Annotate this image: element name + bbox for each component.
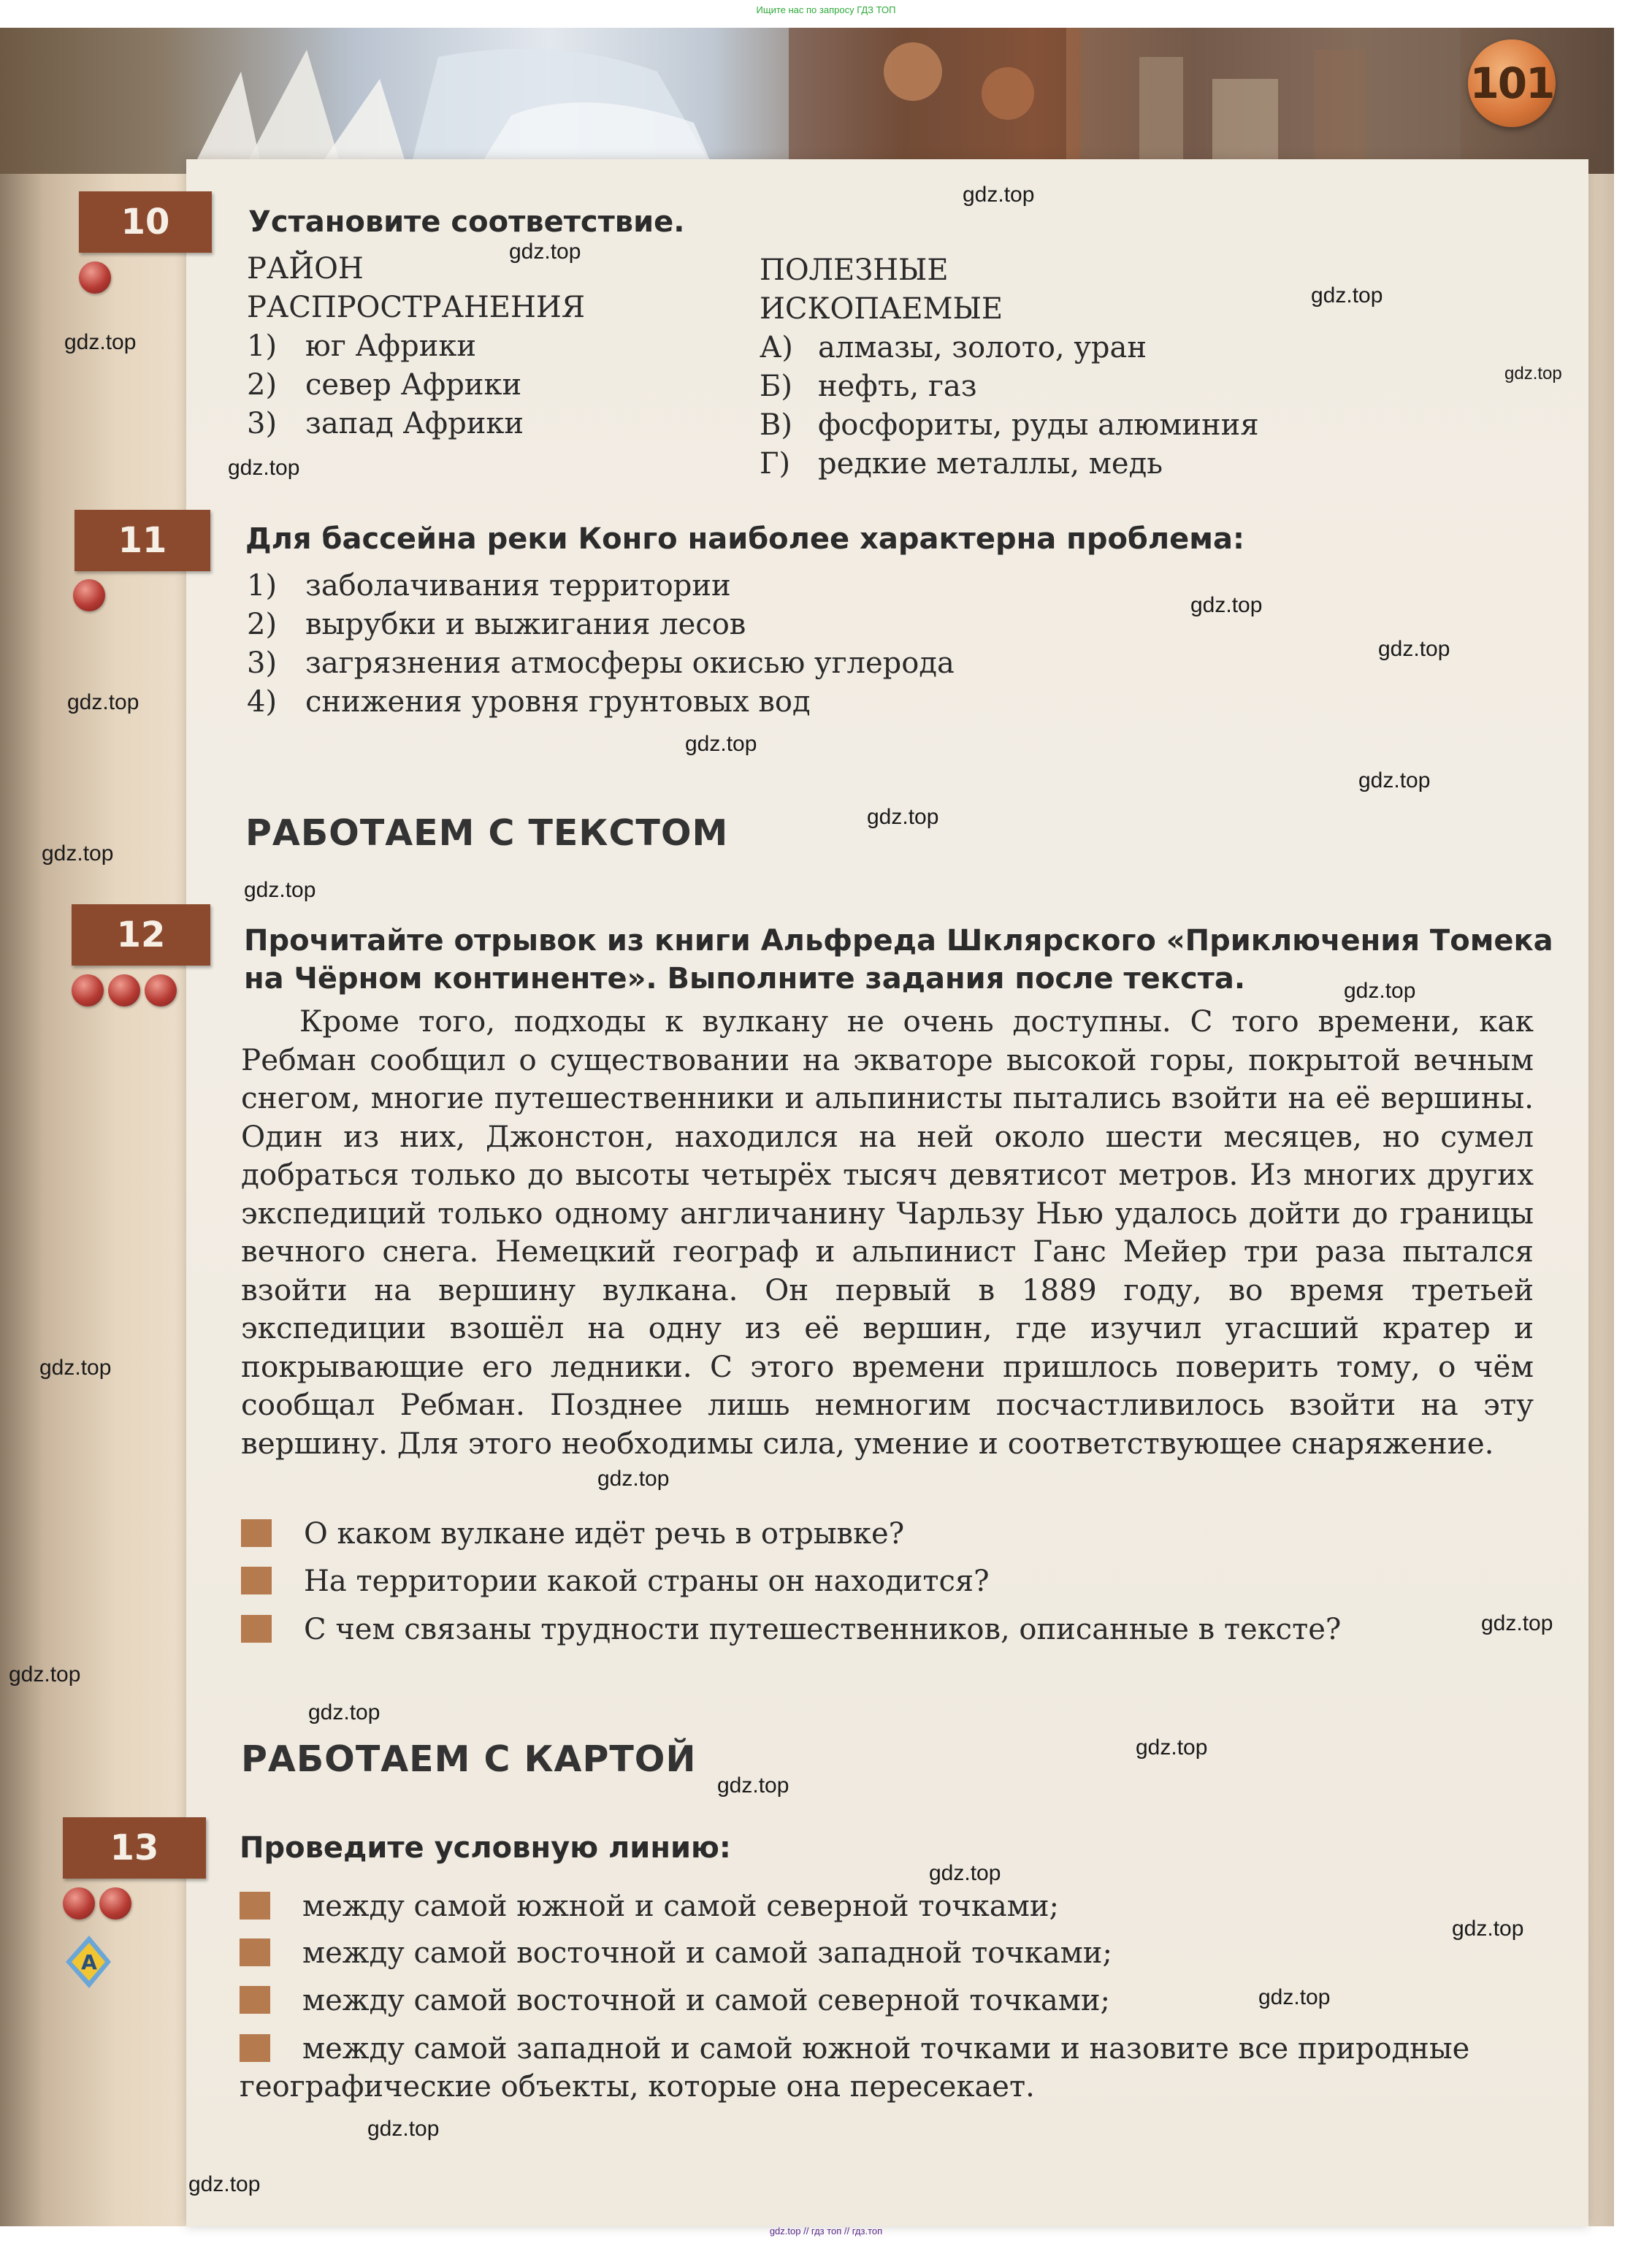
column-header: РАСПРОСТРАНЕНИЯ (247, 291, 586, 324)
instruction-continuation: географические объекты, которые она пересекает. (240, 2070, 1035, 2104)
question-text: О каком вулкане идёт речь в отрывке? (304, 1517, 905, 1551)
task-number-tab: 12 (72, 904, 210, 966)
list-item (247, 644, 955, 683)
item-number: 3) (247, 646, 278, 680)
item-number: В) (760, 408, 792, 442)
page-number: 101 (1469, 58, 1554, 108)
watermark: gdz.top (9, 1662, 81, 1687)
section-heading: РАБОТАЕМ С ТЕКСТОМ (245, 812, 729, 854)
list-item (247, 567, 955, 606)
item-number: 1) (247, 329, 278, 363)
watermark: gdz.top (1344, 979, 1416, 1003)
item-text: юг Африки (305, 329, 477, 363)
item-text: север Африки (305, 368, 522, 402)
watermark: gdz.top (1136, 1735, 1208, 1760)
watermark: gdz.top (1258, 1985, 1331, 2009)
column-header: РАЙОН (247, 252, 364, 286)
item-text: снижения уровня грунтовых вод (305, 685, 811, 719)
watermark: gdz.top (367, 2117, 440, 2141)
item-number: Б) (760, 370, 792, 403)
difficulty-dots (63, 1887, 131, 1920)
list-item (760, 445, 1259, 484)
difficulty-dot (72, 974, 104, 1007)
difficulty-dot (99, 1887, 131, 1920)
banner-photo-collage (0, 28, 1614, 174)
item-number: 2) (247, 368, 278, 402)
difficulty-dot (63, 1887, 95, 1920)
map-atlas-icon (63, 1933, 114, 1991)
watermark: gdz.top (685, 732, 757, 756)
watermark: gdz.top (717, 1773, 789, 1798)
list-item (247, 327, 585, 366)
passage-text: Кроме того, подходы к вулкану не очень доступны. С того времени, как Ребман сообщил о существовании на экваторе высокой горы, покрытой вечным снегом, многие путешественники и альпинисты пытались взойти на её вершины. Один из них, Джонстон, находился на ней около шести месяцев, но сумел добраться только до высоты четырёх тысяч девятисот метров. Из многих других экспедиций только одному англичанину Чарльзу Нью удалось дойти до границы вечного снега. Немецкий географ и альпинист Ганс Мейер три раза пытался взойти на вершину вулкана. Он первый в 1889 году, во время третьей экспедиции взошёл на одну из её вершин, где изучил угасший кратер и покрывающие его ледники. С этого времени пришлось поверить тому, о чём сообщал Ребман. Позднее лишь немногим посчастливилось взойти на эту вершину. Для этого необходимы сила, умение и соответствующее снаряжение. (241, 1004, 1534, 1461)
watermark: gdz.top (42, 841, 114, 866)
watermark: gdz.top (509, 240, 581, 264)
watermark: gdz.top (64, 330, 137, 354)
instruction-item (240, 2030, 1469, 2069)
instruction-item (240, 1934, 1112, 1973)
bullet-square-icon (240, 1938, 270, 1966)
watermark: gdz.top (1481, 1611, 1553, 1635)
item-text: заболачивания территории (305, 569, 731, 603)
task-title-line: на Чёрном континенте». Выполните задания после текста. (244, 962, 1246, 996)
match-left-column (247, 250, 585, 443)
watermark: gdz.top (39, 1356, 112, 1380)
item-number: А) (760, 331, 793, 364)
list-item (247, 606, 955, 644)
watermark: gdz.top (1358, 768, 1431, 792)
difficulty-dot (145, 974, 177, 1007)
question-item (241, 1611, 1341, 1649)
item-number: Г) (760, 447, 791, 481)
watermark: gdz.top (597, 1467, 670, 1491)
watermark: gdz.top (308, 1700, 381, 1724)
bullet-square-icon (241, 1615, 272, 1643)
item-text: запад Африки (305, 407, 524, 440)
bottom-note: gdz.top // гдз топ // гдз.топ (769, 2226, 883, 2237)
bullet-square-icon (241, 1519, 272, 1547)
difficulty-dots (79, 261, 111, 294)
match-right-column (760, 251, 1259, 484)
watermark: gdz.top (1504, 364, 1562, 383)
instruction-item (240, 1982, 1110, 2020)
instruction-text: между самой восточной и самой западной точками; (302, 1936, 1112, 1970)
task-title: Проведите условную линию: (240, 1831, 731, 1865)
list-item (760, 367, 1259, 406)
difficulty-dot (108, 974, 140, 1007)
task-title: Для бассейна реки Конго наиболее характерна проблема: (245, 522, 1244, 556)
watermark: gdz.top (1452, 1917, 1524, 1941)
difficulty-dots (72, 974, 177, 1007)
bullet-square-icon (241, 1567, 272, 1594)
map-icon-letter: A (81, 1950, 97, 1974)
difficulty-dot (79, 261, 111, 294)
item-text: вырубки и выжигания лесов (305, 608, 746, 641)
task-number-tab: 10 (79, 191, 212, 253)
question-item (241, 1515, 904, 1554)
watermark: gdz.top (867, 805, 939, 829)
page-number-badge (1468, 39, 1556, 127)
list-item (247, 683, 955, 722)
item-number: 1) (247, 569, 278, 603)
instruction-text: между самой южной и самой северной точками; (302, 1890, 1059, 1923)
question-text: На территории какой страны он находится? (304, 1565, 990, 1598)
task-title-line: Прочитайте отрывок из книги Альфреда Шклярского «Приключения Томека (244, 924, 1553, 958)
item-number: 3) (247, 407, 278, 440)
instruction-text: между самой западной и самой южной точками и назовите все природные (302, 2032, 1470, 2066)
watermark: gdz.top (963, 183, 1035, 207)
task-title: Установите соответствие. (248, 205, 685, 239)
question-text: С чем связаны трудности путешественников, описанные в тексте? (304, 1613, 1342, 1646)
item-text: алмазы, золото, уран (818, 331, 1147, 364)
column-header: ПОЛЕЗНЫЕ (760, 253, 949, 287)
task-number-tab: 11 (74, 510, 210, 571)
watermark: gdz.top (228, 456, 300, 480)
list-item (247, 405, 585, 443)
list-item (247, 366, 585, 405)
difficulty-dot (73, 579, 105, 611)
question-item (241, 1562, 990, 1601)
item-text: нефть, газ (818, 370, 977, 403)
column-header: ИСКОПАЕМЫЕ (760, 292, 1003, 326)
item-text: загрязнения атмосферы окисью углерода (305, 646, 955, 680)
options-list (247, 567, 955, 722)
reading-passage (241, 1002, 1534, 1462)
item-number: 2) (247, 608, 278, 641)
task-number-tab: 13 (63, 1817, 206, 1879)
header-banner (0, 28, 1614, 174)
watermark: gdz.top (929, 1861, 1001, 1885)
section-heading: РАБОТАЕМ С КАРТОЙ (241, 1738, 697, 1780)
difficulty-dots (73, 579, 105, 611)
instruction-text: между самой восточной и самой северной точками; (302, 1984, 1110, 2017)
watermark: gdz.top (188, 2172, 261, 2196)
watermark: gdz.top (1190, 593, 1263, 617)
item-text: редкие металлы, медь (818, 447, 1163, 481)
watermark: gdz.top (244, 878, 316, 902)
bullet-square-icon (240, 1892, 270, 1920)
bullet-square-icon (240, 2034, 270, 2062)
watermark: gdz.top (1378, 637, 1450, 661)
top-note: Ищите нас по запросу ГДЗ ТОП (756, 4, 896, 15)
instruction-item (240, 1887, 1059, 1926)
item-number: 4) (247, 685, 278, 719)
list-item (760, 329, 1259, 367)
list-item (760, 406, 1259, 445)
item-text: фосфориты, руды алюминия (818, 408, 1259, 442)
watermark: gdz.top (1311, 283, 1383, 308)
bullet-square-icon (240, 1986, 270, 2014)
watermark: gdz.top (67, 690, 139, 714)
